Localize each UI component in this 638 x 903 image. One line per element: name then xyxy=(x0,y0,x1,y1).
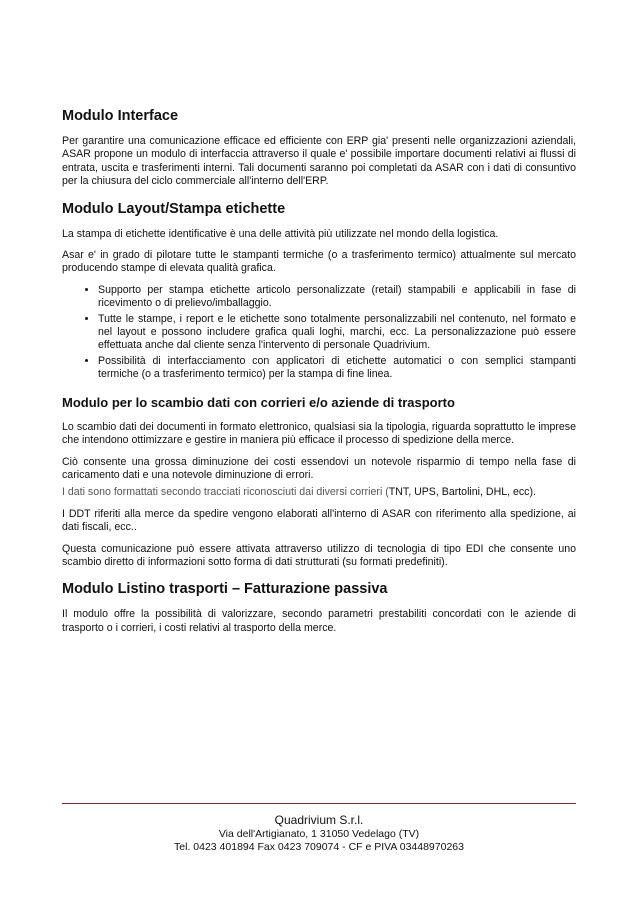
paragraph-corrieri xyxy=(62,486,576,499)
paragraph: Ciò consente una grossa diminuzione dei costi essendovi un notevole risparmio di tempo nella fase di caricamento dati e una notevole diminuzione di errori. xyxy=(62,455,576,481)
document-body xyxy=(62,108,576,647)
footer-contacts: Tel. 0423 401894 Fax 0423 709074 - CF e PIVA 03448970263 xyxy=(174,841,464,853)
list-item: • Supporto per stampa etichette articolo personalizzate (retail) stampabili e applicabili in fase di ricevimento o di prelievo/imballaggio. xyxy=(98,284,576,311)
section-title: Modulo per lo scambio dati con corrieri e/o aziende di trasporto xyxy=(62,394,455,410)
grey-text: I dati sono formattati secondo tracciati riconosciuti dai diversi corrieri ( xyxy=(62,486,389,499)
paragraph: I DDT riferiti alla merce da spedire vengono elaborati all'interno di ASAR con riferimento alla spedizione, ai dati fiscali, ecc.. xyxy=(62,507,576,534)
paragraph: Asar e' in grado di pilotare tutte le stampanti termiche (o a trasferimento termico) attualmente sul mercato producendo stampe di elevata qualità grafica. xyxy=(62,249,576,275)
paragraph: La stampa di etichette identificative è una delle attività più utilizzate nel mondo della logistica. xyxy=(62,227,499,240)
bullet-list xyxy=(62,284,576,382)
section-title: Modulo Listino trasporti – Fatturazione passiva xyxy=(62,581,388,598)
paragraph: Il modulo offre la possibilità di valorizzare, secondo parametri prestabiliti concordati con le aziende di trasporto o i corrieri, i costi relativi al trasporto della merce. xyxy=(62,608,576,634)
list-item: • Possibilità di interfacciamento con applicatori di etichette automatici o con semplici stampanti termiche (o a trasferimento termico) per la stampa di fine linea. xyxy=(98,355,576,382)
list-item: • Tutte le stampe, i report e le etichette sono totalmente personalizzabili nel contenuto, nel formato e nel layout e possono includere grafica quali loghi, marchi, ecc. La personalizzazione può essere effettuata anche dal cliente senza l'intervento di personale Quadrivium. xyxy=(98,313,576,353)
page-footer xyxy=(62,803,576,854)
paragraph: Questa comunicazione può essere attivata attraverso utilizzo di tecnologia di tipo EDI che consente uno scambio diretto di informazioni sotto forma di dati strutturati (su formati predefiniti). xyxy=(62,542,576,568)
section-scambio-dati xyxy=(62,394,576,570)
section-interface xyxy=(62,108,576,189)
footer-company: Quadrivium S.r.l. xyxy=(274,813,364,827)
section-listino-trasporti xyxy=(62,581,576,635)
paragraph: Per garantire una comunicazione efficace ed efficiente con ERP gia' presenti nelle organizzazioni aziendali, ASAR propone un modulo di interfaccia attraverso il quale e' possibile importare documenti relativi ai flussi di entrata, uscita e trasferimenti interni. Tali documenti saranno poi completati da ASAR con i dati di consuntivo per la chiusura del ciclo commerciale all'interno dell'ERP. xyxy=(62,135,576,188)
footer-divider xyxy=(62,803,576,804)
section-title: Modulo Interface xyxy=(62,108,179,124)
paragraph: Lo scambio dati dei documenti in formato elettronico, qualsiasi sia la tipologia, riguarda soprattutto le imprese che intendono ottimizzare e gestire in maniera più efficace il processo di spedizione della merce. xyxy=(62,420,576,447)
section-layout-stampa xyxy=(62,201,576,382)
section-title: Modulo Layout/Stampa etichette xyxy=(62,200,286,217)
footer-address: Via dell'Artigianato, 1 31050 Vedelago (TV) xyxy=(218,828,420,840)
carriers-text: TNT, UPS, Bartolini, DHL, ecc). xyxy=(388,486,536,499)
